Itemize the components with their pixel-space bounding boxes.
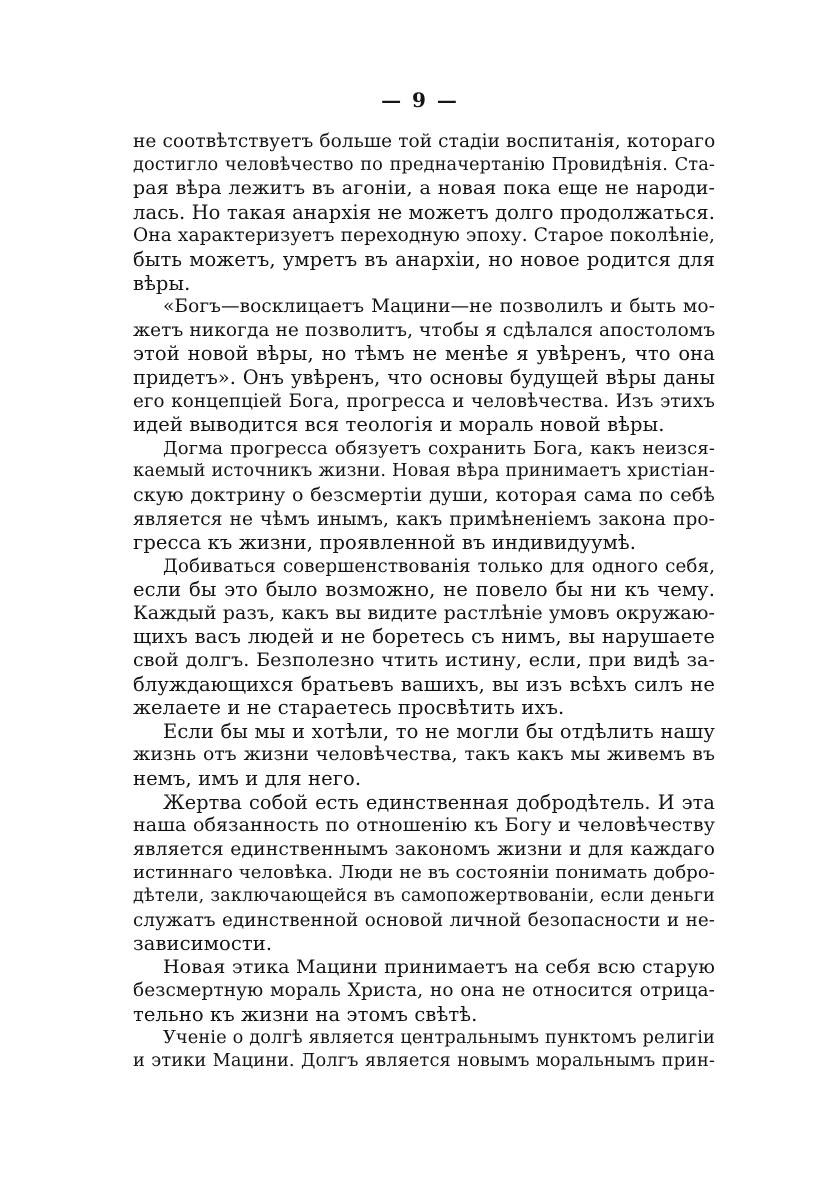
text-line: наша обязанность по отношенію къ Богу и человѣчеству [133, 814, 715, 837]
text-line: зависимости. [133, 932, 273, 956]
text-line: достигло человѣчество по предначертанію Провидѣнія. Ста- [133, 154, 715, 175]
text-line: придетъ». Онъ увѣренъ, что основы будущей вѣры даны [133, 365, 715, 389]
text-line: идей выводится вся теологія и мораль новой вѣры. [133, 413, 665, 437]
text-line: жизнь отъ жизни человѣчества, такъ какъ мы живемъ въ [133, 744, 715, 766]
text-line: вѣры. [133, 271, 191, 295]
text-line: каемый источникъ жизни. Новая вѣра принимаетъ христіан- [133, 461, 715, 482]
text-line: дѣтели, заключающейся въ самопожертвованіи, если деньги [133, 886, 715, 906]
text-line: если бы это было возможно, не повело бы ни къ чему. [133, 578, 715, 602]
text-line: и этики Мацини. Долгъ является новымъ моральнымъ прин- [133, 1051, 715, 1072]
text-line: Она характеризуетъ переходную эпоху. Старое поколѣніе, [133, 225, 715, 247]
text-line: безсмертную мораль Христа, но она не относится отрица- [133, 980, 715, 1002]
page-number: — 9 — [381, 88, 459, 112]
text-line: является не чѣмъ инымъ, какъ примѣненіемъ закона про- [133, 508, 715, 530]
text-line: является единственнымъ закономъ жизни и для каждаго [133, 838, 715, 860]
text-line: истиннаго человѣка. Люди не въ состояніи понимать добро- [133, 862, 715, 884]
text-line: Если бы мы и хотѣли, то не могли бы отдѣлить нашу [163, 719, 715, 743]
text-line: рая вѣра лежитъ въ агоніи, а новая пока еще не народи- [133, 177, 715, 200]
text-line: не соотвѣтствуетъ больше той стадіи воспитанія, котораго [133, 131, 716, 152]
text-line: быть можетъ, умретъ въ анархіи, но новое родится для [133, 247, 715, 271]
text-line: жетъ никогда не позволитъ, чтобы я сдѣлался апостоломъ [133, 319, 716, 341]
text-line: скую доктрину о безсмертіи души, которая сама по себѣ [133, 483, 715, 506]
text-line: блуждающихся братьевъ вашихъ, вы изъ всѣхъ силъ не [133, 672, 715, 696]
text-line: немъ, имъ и для него. [133, 767, 362, 791]
text-line: свой долгъ. Безполезно чтить истину, если, при видѣ за- [133, 649, 715, 672]
text-line: тельно къ жизни на этомъ свѣтѣ. [133, 1002, 478, 1026]
text-line: щихъ васъ людей и не боретесь съ нимъ, вы нарушаете [133, 625, 715, 649]
text-line: Добиваться совершенствованія только для одного себя, [163, 555, 715, 577]
text-line: Каждый разъ, какъ вы видите растлѣніе умовъ окружаю- [133, 601, 715, 624]
text-line: Жертва собой есть единственная добродѣтель. И эта [163, 790, 715, 814]
text-line: Новая этика Мацини принимаетъ на себя всю старую [163, 955, 715, 978]
text-line: лась. Но такая анархія не можетъ долго продолжаться. [133, 200, 715, 224]
text-line: его концепціей Бога, прогресса и человѣчества. Изъ этихъ [133, 390, 715, 412]
text-line: «Богъ—восклицаетъ Мацини—не позволилъ и быть мо- [163, 296, 715, 318]
text-line: гресса къ жизни, проявленной въ индивидуумѣ. [133, 531, 637, 555]
body-text [133, 130, 715, 1074]
text-line: желаете и не стараетесь просвѣтить ихъ. [133, 696, 565, 720]
text-line: Догма прогресса обязуетъ сохранить Бога, какъ неизся- [163, 437, 715, 459]
text-line: служатъ единственной основой личной безопасности и не- [133, 909, 715, 931]
text-line: Ученіе о долгѣ является центральнымъ пунктомъ религіи [163, 1027, 715, 1048]
text-line: этой новой вѣры, но тѣмъ не менѣе я увѣренъ, что она [133, 342, 715, 366]
